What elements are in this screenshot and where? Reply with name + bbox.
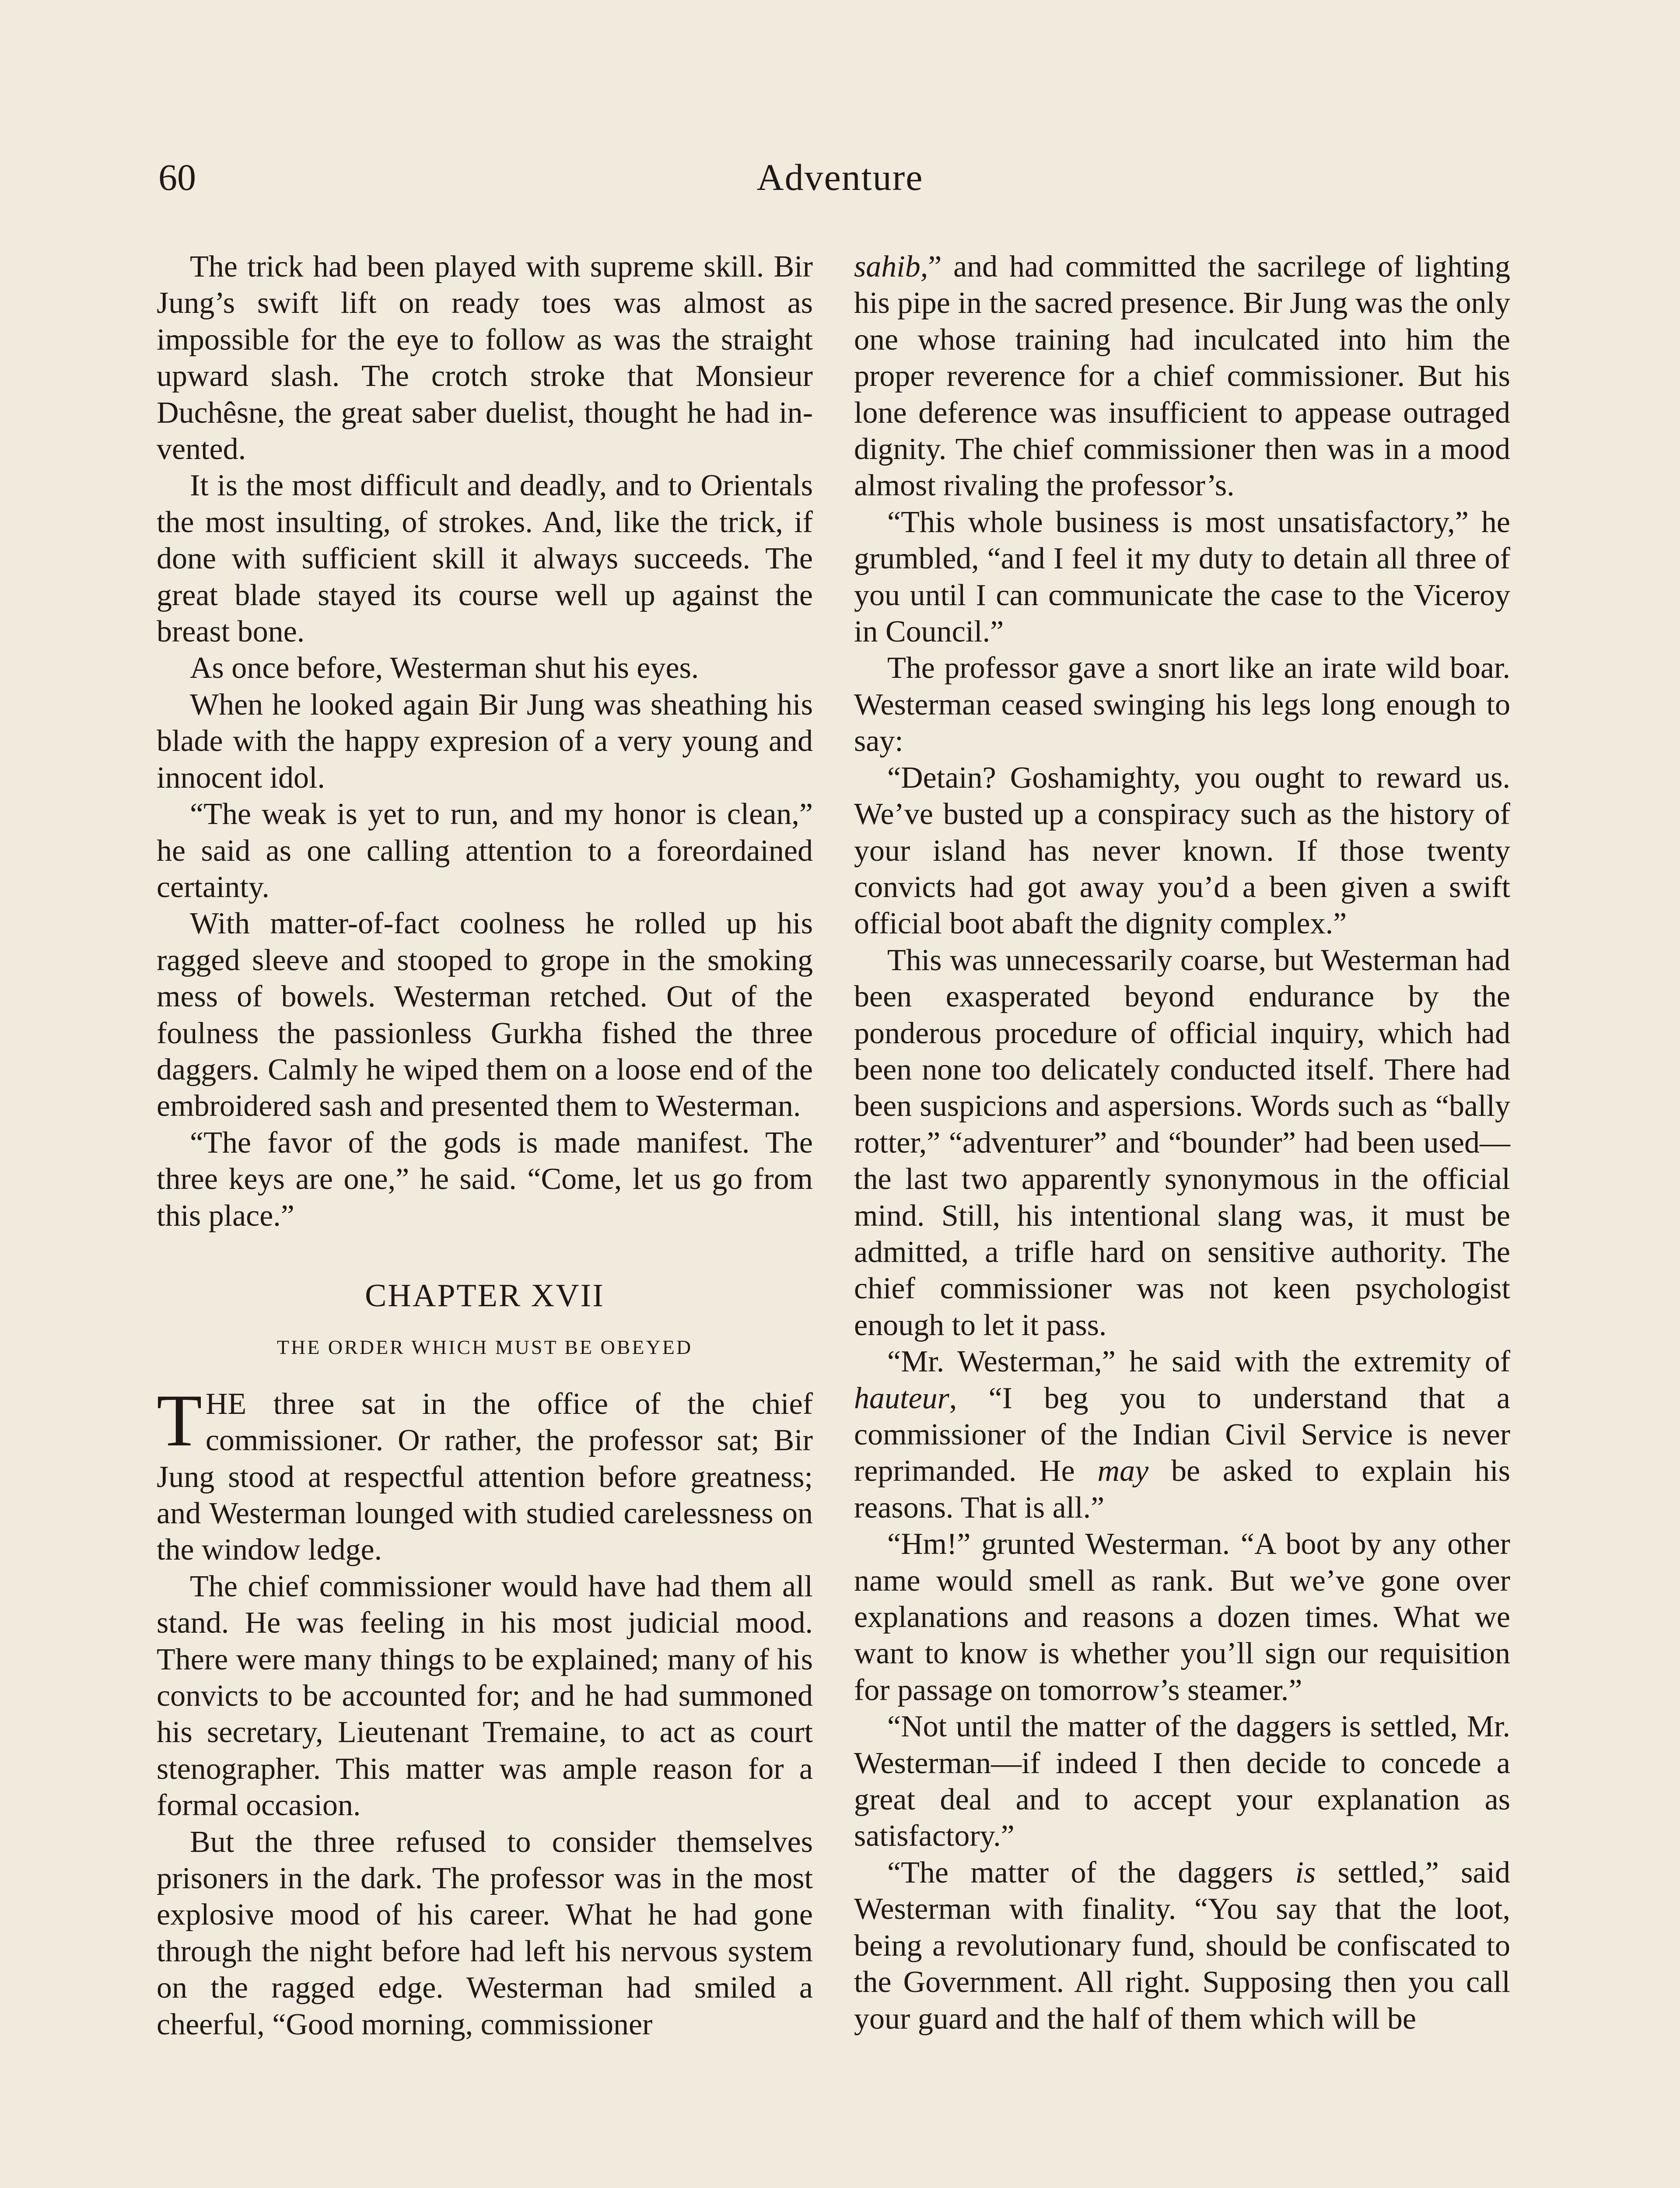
paragraph xyxy=(854,1855,1510,2037)
chapter-opening-text: HE three sat in the office of the chief commissioner. Or rather, the professor sat; Bir Jung stood at respectful attention before greatness; and Westerman lounged with studied carelessness on the window ledge. xyxy=(157,1387,813,1567)
paragraph: It is the most difficult and deadly, and to Orientals the most insulting, of strokes. And, like the trick, if done with sufficient skill it always succeeds. The great blade stayed its course well up against the breast bone. xyxy=(157,469,813,649)
drop-cap: T xyxy=(157,1379,202,1462)
paragraph: With matter-of-fact coolness he rolled up his ragged sleeve and stooped to grope in the smoking mess of bowels. Westerman retched. Out of the foulness the passionless Gurkha fished the three daggers. Calmly he wiped them on a loose end of the embroidered sash and presented them to Westerman. xyxy=(157,907,813,1123)
italic-word: may xyxy=(1097,1454,1149,1488)
text-run: , “I beg you to understand that a commissioner of the Indian Civil Service is never reprimanded. He xyxy=(854,1381,1510,1488)
continued-paragraph xyxy=(854,249,1510,504)
paragraph: When he looked again Bir Jung was sheathing his blade with the happy expresion of a very young and innocent idol. xyxy=(157,687,813,795)
paragraph: “The weak is yet to run, and my honor is clean,” he said as one calling attention to a foreordained certainty. xyxy=(157,797,813,904)
magazine-title: Adventure xyxy=(756,156,924,198)
paragraph xyxy=(854,1343,1510,1526)
paragraph: The trick had been played with supreme skill. Bir Jung’s swift lift on ready toes was almost as impossible for the eye to follow as was the straight upward slash. The crotch stroke that Monsieur Duchêsne, the great saber duelist, thought he had invented. xyxy=(157,250,813,466)
right-column xyxy=(854,249,1510,2037)
text-run: “The matter of the daggers xyxy=(887,1855,1295,1890)
text-run: be asked to explain his reasons. That is all.” xyxy=(854,1454,1510,1525)
text-run: “Mr. Westerman,” he said with the extremity of xyxy=(887,1345,1510,1379)
chapter-opening-paragraph xyxy=(157,1379,813,1568)
paragraph: But the three refused to consider themselves prisoners in the dark. The professor was in the most explosive mood of his career. What he had gone through the night before had left his nervous system on the ragged edge. Westerman had smiled a cheerful, “Good morning, commissioner xyxy=(157,1825,813,2041)
paragraph: The professor gave a snort like an irate wild boar. Westerman ceased swinging his legs long enough to say: xyxy=(854,651,1510,758)
paragraph: “Not until the matter of the daggers is settled, Mr. Westerman—if indeed I then decide to concede a great deal and to accept your explanation as satisfactory.” xyxy=(854,1710,1510,1853)
paragraph: This was unnecessarily coarse, but Westerman had been exasperated beyond endurance by the ponderous procedure of official inquiry, which had been none too delicately conducted itself. There had been suspicions and aspersions. Words such as “bally rotter,” “adventurer” and “bounder” had been used—the last two apparently synonymous in the official mind. Still, his intentional slang was, it must be admitted, a trifle hard on sensitive authority. The chief commissioner was not keen psychologist enough to let it pass. xyxy=(854,943,1510,1342)
paragraph: “Detain? Goshamighty, you ought to reward us. We’ve busted up a conspiracy such as the history of your island has never known. If those twenty convicts had got away you’d a been given a swift official boot abaft the dignity complex.” xyxy=(854,761,1510,941)
page-number: 60 xyxy=(158,156,196,198)
paragraph: The chief commissioner would have had them all stand. He was feeling in his most judicial mood. There were many things to be explained; many of his convicts to be accounted for; and he had summoned his secretary, Lieutenant Tremaine, to act as court stenographer. This matter was ample reason for a formal occasion. xyxy=(157,1569,813,1823)
chapter-subtitle: THE ORDER WHICH MUST BE OBEYED xyxy=(276,1336,693,1359)
left-column xyxy=(157,249,813,2043)
running-head xyxy=(0,155,1680,212)
paragraph: “Hm!” grunted Westerman. “A boot by any other name would smell as rank. But we’ve gone over explanations and reasons a dozen times. What we want to know is whether you’ll sign our requisition for passage on tomorrow’s steamer.” xyxy=(854,1527,1510,1707)
paragraph: As once before, Westerman shut his eyes. xyxy=(190,651,699,685)
italic-word: is xyxy=(1295,1855,1316,1890)
italic-word: sahib, xyxy=(854,250,928,284)
italic-word: hauteur xyxy=(854,1381,949,1415)
paragraph: “This whole business is most unsatisfactory,” he grumbled, “and I feel it my duty to detain all three of you until I can communicate the case to the Viceroy in Council.” xyxy=(854,505,1510,649)
chapter-title: CHAPTER XVII xyxy=(365,1277,605,1314)
text-run: settled,” said Westerman with finality. “You say that the loot, being a revolutionary fund, should be confiscated to the Government. All right. Supposing then you call your guard and the half of them which will be xyxy=(854,1855,1510,2036)
continued-text: ” and had committed the sacrilege of lighting his pipe in the sacred presence. Bir Jung was the only one whose training had inculcated into him the proper reverence for a chief commissioner. But his lone deference was insufficient to appease outraged dignity. The chief commissioner then was in a mood almost rivaling the professor’s. xyxy=(854,250,1510,503)
paragraph: “The favor of the gods is made manifest. The three keys are one,” he said. “Come, let us go from this place.” xyxy=(157,1126,813,1233)
